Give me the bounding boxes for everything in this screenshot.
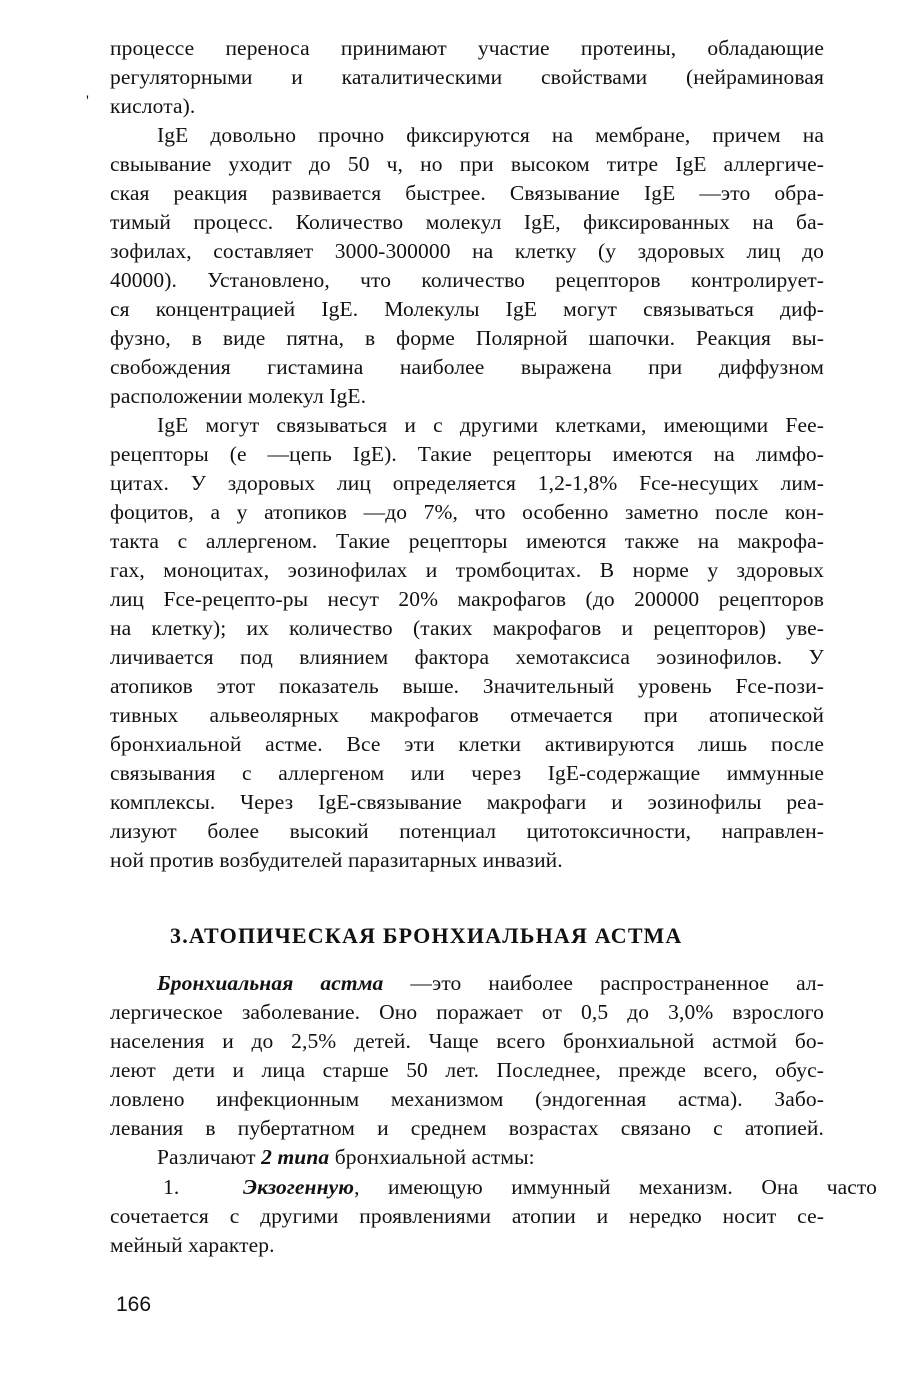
term-bronchial-asthma: Бронхиальная астма bbox=[157, 971, 384, 995]
text-line: фоцитов, а у атопиков —до 7%, что особенно заметно после кон- bbox=[110, 500, 824, 524]
text-line: рецепторы (е —цепь IgE). Такие рецепторы имеются на лимфо- bbox=[110, 442, 824, 466]
text-line: на клетку); их количество (таких макрофагов и рецепторов) уве- bbox=[110, 616, 824, 640]
text-line: зофилах, составляет 3000-300000 на клетку (у здоровых лиц до bbox=[110, 239, 824, 263]
text-line: лиц Fce-рецепто-ры несут 20% макрофагов (до 200000 рецепторов bbox=[110, 587, 824, 611]
text-line: комплексы. Через IgE-связывание макрофаги и эозинофилы реа- bbox=[110, 790, 824, 814]
text-line: сочетается с другими проявлениями атопии и нередко носит се- bbox=[110, 1204, 824, 1228]
text-line: атопиков этот показатель выше. Значительный уровень Fce-пози- bbox=[110, 674, 824, 698]
text-line bbox=[157, 1143, 824, 1172]
text-span: Различают bbox=[157, 1145, 262, 1169]
text-line: цитах. У здоровых лиц определяется 1,2-1,8% Fce-несущих лим- bbox=[110, 471, 824, 495]
text-line: свыывание уходит до 50 ч, но при высоком титре IgE аллергиче- bbox=[110, 152, 824, 176]
text-line: расположении молекул IgE. bbox=[110, 384, 367, 408]
text-line: IgE могут связываться и с другими клетками, имеющими Fee- bbox=[157, 413, 824, 437]
text-line: фузно, в виде пятна, в форме Полярной шапочки. Реакция вы- bbox=[110, 326, 824, 350]
page-number: 166 bbox=[116, 1293, 152, 1316]
text-line: регуляторными и каталитическими свойствами (нейраминовая bbox=[110, 65, 824, 89]
section-heading: 3.АТОПИЧЕСКАЯ БРОНХИАЛЬНАЯ АСТМА bbox=[170, 923, 683, 948]
text-line: мейный характер. bbox=[110, 1233, 275, 1257]
text-line: ская реакция развивается быстрее. Связывание IgE —это обра- bbox=[110, 181, 824, 205]
text-line: левания в пубертатном и среднем возрастах связано с атопией. bbox=[110, 1116, 824, 1140]
text-line: ся концентрацией IgE. Молекулы IgE могут связываться диф- bbox=[110, 297, 824, 321]
text-line: бронхиальной астме. Все эти клетки активируются лишь после bbox=[110, 732, 824, 756]
emphasis-two-types: 2 типа bbox=[261, 1145, 330, 1169]
text-line: населения и до 2,5% детей. Чаще всего бронхиальной астмой бо- bbox=[110, 1029, 824, 1053]
text-span: —это наиболее распространенное ал- bbox=[383, 971, 824, 995]
text-line: ной против возбудителей паразитарных инвазий. bbox=[110, 848, 563, 872]
text-line: связывания с аллергеном или через IgE-содержащие иммунные bbox=[110, 761, 824, 785]
term-exogenous: Экзогенную bbox=[243, 1175, 355, 1199]
text-line: 40000). Установлено, что количество рецепторов контролирует- bbox=[110, 268, 824, 292]
text-line: тивных альвеолярных макрофагов отмечается при атопической bbox=[110, 703, 824, 727]
stray-mark: ' bbox=[86, 93, 89, 110]
text-line: тимый процесс. Количество молекул IgE, фиксированных на ба- bbox=[110, 210, 824, 234]
text-line: кислота). bbox=[110, 94, 196, 118]
text-line: лизуют более высокий потенциал цитотоксичности, направлен- bbox=[110, 819, 824, 843]
text-span: бронхиальной астмы: bbox=[329, 1145, 535, 1169]
text-line: процессе переноса принимают участие протеины, обладающие bbox=[110, 36, 824, 60]
text-line: IgE довольно прочно фиксируются на мембране, причем на bbox=[157, 123, 824, 147]
text-line bbox=[157, 969, 824, 998]
text-line: ловлено инфекционным механизмом (эндогенная астма). Забо- bbox=[110, 1087, 824, 1111]
text-line: леют дети и лица старше 50 лет. Последнее, прежде всего, обус- bbox=[110, 1058, 824, 1082]
list-item-1 bbox=[163, 1173, 877, 1202]
text-line: лергическое заболевание. Оно поражает от 0,5 до 3,0% взрослого bbox=[110, 1000, 824, 1024]
text-span: , имеющую иммунный механизм. Она часто bbox=[354, 1175, 877, 1199]
text-line: такта с аллергеном. Такие рецепторы имеются также на макрофа- bbox=[110, 529, 824, 553]
list-number: 1. bbox=[163, 1175, 180, 1199]
text-line: личивается под влиянием фактора хемотаксиса эозинофилов. У bbox=[110, 645, 824, 669]
text-line: свобождения гистамина наиболее выражена при диффузном bbox=[110, 355, 824, 379]
text-line: гах, моноцитах, эозинофилах и тромбоцитах. В норме у здоровых bbox=[110, 558, 824, 582]
